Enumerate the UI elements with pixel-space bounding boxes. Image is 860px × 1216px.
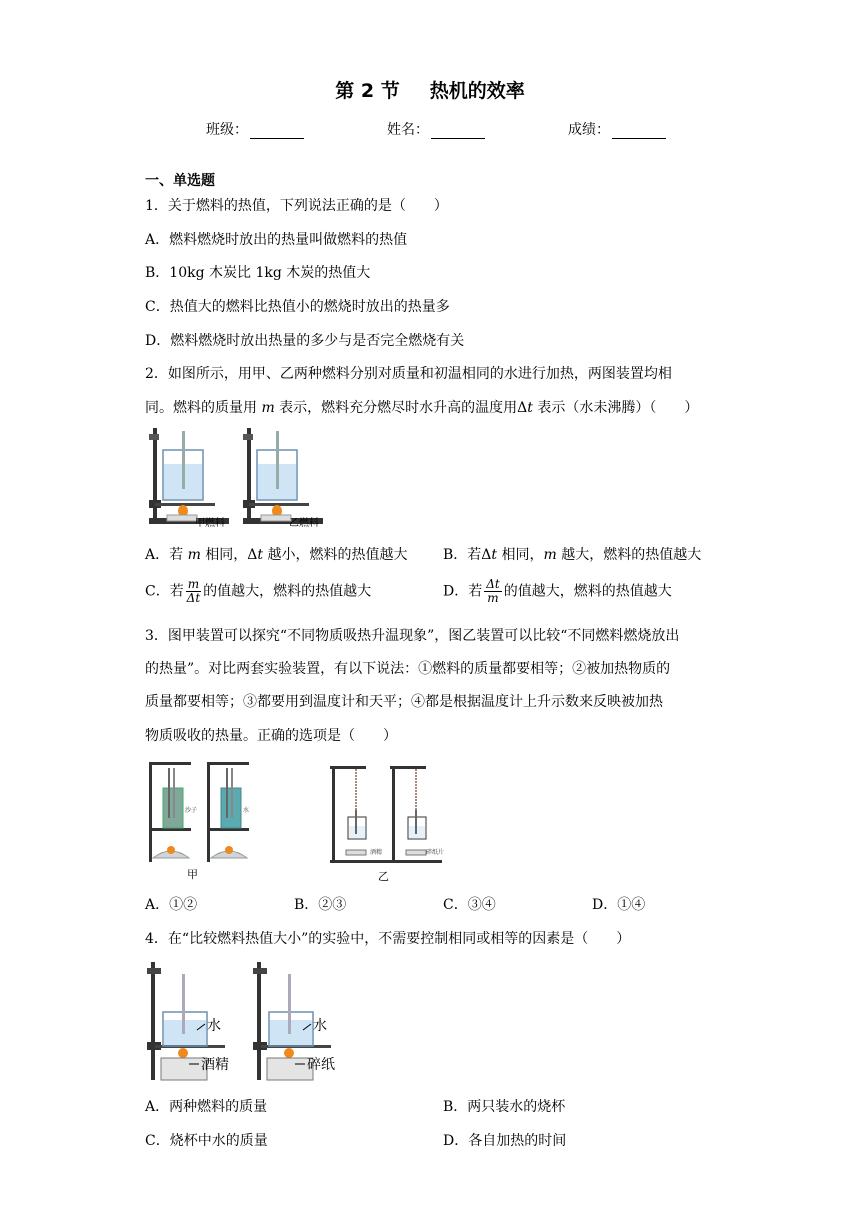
apparatus-yi-2 — [390, 766, 444, 860]
fraction-m-over-dt: $\frac{m}{\Delta t}$ — [186, 577, 201, 605]
q4-water-right: 水 — [313, 1018, 327, 1034]
q4-option-a[interactable]: A．两种燃料的质量 — [145, 1099, 268, 1115]
q1-option-d[interactable]: D．燃料燃烧时放出热量的多少与是否完全燃烧有关 — [145, 333, 465, 349]
fig-label-yi-fuel: 乙燃料 — [289, 518, 319, 529]
class-field[interactable] — [206, 119, 304, 139]
q4-figure — [143, 960, 383, 1084]
title-name: 热机的效率 — [429, 80, 525, 102]
score-blank[interactable] — [612, 124, 666, 139]
q4-stem: 4．在“比较燃料热值大小”的实验中，不需要控制相同或相等的因素是（ ） — [145, 931, 631, 947]
flame-icon — [284, 1048, 294, 1058]
q2-option-c[interactable]: C．若 $\frac{m}{\Delta t}$ 的值越大，燃料的热值越大 — [145, 577, 372, 605]
class-blank[interactable] — [250, 124, 304, 139]
svg-text:沙子: 沙子 — [185, 807, 198, 814]
thermometer-icon — [182, 431, 185, 489]
thermometer-icon — [168, 768, 170, 818]
q3-stem-line1: 3．图甲装置可以探究“不同物质吸热升温现象”，图乙装置可以比较“不同燃料燃烧放出 — [145, 628, 680, 644]
stirrer-icon — [231, 768, 233, 818]
class-label: 班级： — [206, 122, 248, 138]
apparatus-q4-left — [147, 962, 229, 1080]
q3-stem-line3: 质量都要相等；③都要用到温度计和天平；④都是根据温度计上升示数来反映被加热 — [145, 694, 663, 710]
fraction-dt-over-m: $\frac{\Delta t}{m}$ — [486, 577, 500, 605]
q1-stem: 1．关于燃料的热值，下列说法正确的是（ ） — [145, 198, 448, 214]
svg-text:碎纸片: 碎纸片 — [426, 849, 445, 856]
score-field[interactable] — [568, 119, 666, 139]
q3-option-b[interactable]: B．②③ — [294, 897, 347, 913]
q2-stem-line1: 2．如图所示，用甲、乙两种燃料分别对质量和初温相同的水进行加热，两图装置均相 — [145, 366, 672, 382]
name-field[interactable] — [387, 119, 485, 139]
q4-fuel-left: 酒精 — [201, 1057, 229, 1073]
stirrer-icon — [173, 768, 175, 818]
q4-option-b[interactable]: B．两只装水的烧杯 — [443, 1099, 566, 1115]
thermometer-icon — [415, 810, 417, 834]
flame-icon — [225, 846, 233, 854]
thermometer-icon — [276, 431, 279, 489]
page-title — [0, 76, 860, 103]
title-section: 第 2 节 — [335, 80, 400, 102]
svg-text:水: 水 — [243, 807, 250, 814]
score-label: 成绩： — [568, 122, 610, 138]
q4-fuel-right: 碎纸 — [307, 1057, 335, 1073]
q4-option-c[interactable]: C．烧杯中水的质量 — [145, 1133, 268, 1149]
flame-icon — [167, 846, 175, 854]
q3-figure-yi — [326, 762, 446, 886]
svg-text:酒精: 酒精 — [370, 849, 383, 856]
name-blank[interactable] — [431, 124, 485, 139]
q2-stem-line2: 同。燃料的质量用 m 表示，燃料充分燃尽时水升高的温度用Δt 表示（水未沸腾）（ ） — [145, 400, 699, 416]
section-heading: 一、单选题 — [145, 173, 215, 189]
q1-option-c[interactable]: C．热值大的燃料比热值小的燃烧时放出的热量多 — [145, 299, 450, 315]
q2-option-b[interactable]: B．若Δt 相同，m 越大，燃料的热值越大 — [443, 547, 702, 563]
thermometer-icon — [355, 810, 357, 834]
apparatus-jia-1 — [149, 762, 197, 862]
q2-option-a[interactable]: A．若 m 相同，Δt 越小，燃料的热值越大 — [145, 547, 408, 563]
q2-option-d[interactable]: D．若 $\frac{\Delta t}{m}$ 的值越大，燃料的热值越大 — [443, 577, 672, 605]
apparatus-right — [243, 428, 323, 529]
q4-water-left: 水 — [207, 1018, 221, 1034]
q1-option-b[interactable]: B．10kg 木炭比 1kg 木炭的热值大 — [145, 265, 371, 281]
apparatus-q4-right — [253, 962, 335, 1080]
apparatus-jia-2 — [207, 762, 249, 862]
thermometer-icon — [226, 768, 228, 818]
fig-label-yi: 乙 — [378, 870, 389, 883]
q4-option-d[interactable]: D．各自加热的时间 — [443, 1133, 567, 1149]
fig-label-jia: 甲 — [187, 868, 198, 881]
q2-figure — [143, 426, 343, 534]
apparatus-left — [149, 428, 229, 529]
q3-option-d[interactable]: D．①④ — [592, 897, 646, 913]
q3-stem-line4: 物质吸收的热量。正确的选项是（ ） — [145, 728, 397, 744]
q3-option-c[interactable]: C．③④ — [443, 897, 496, 913]
apparatus-yi-1 — [330, 766, 382, 860]
flame-icon — [178, 1048, 188, 1058]
q3-figure-jia — [143, 758, 259, 882]
name-label: 姓名： — [387, 122, 429, 138]
q3-option-a[interactable]: A．①② — [145, 897, 198, 913]
q3-stem-line2: 的热量”。对比两套实验装置，有以下说法：①燃料的质量都要相等；②被加热物质的 — [145, 661, 671, 677]
q1-option-a[interactable]: A．燃料燃烧时放出的热量叫做燃料的热值 — [145, 232, 408, 248]
fig-label-jia-fuel: 甲燃料 — [195, 518, 225, 529]
